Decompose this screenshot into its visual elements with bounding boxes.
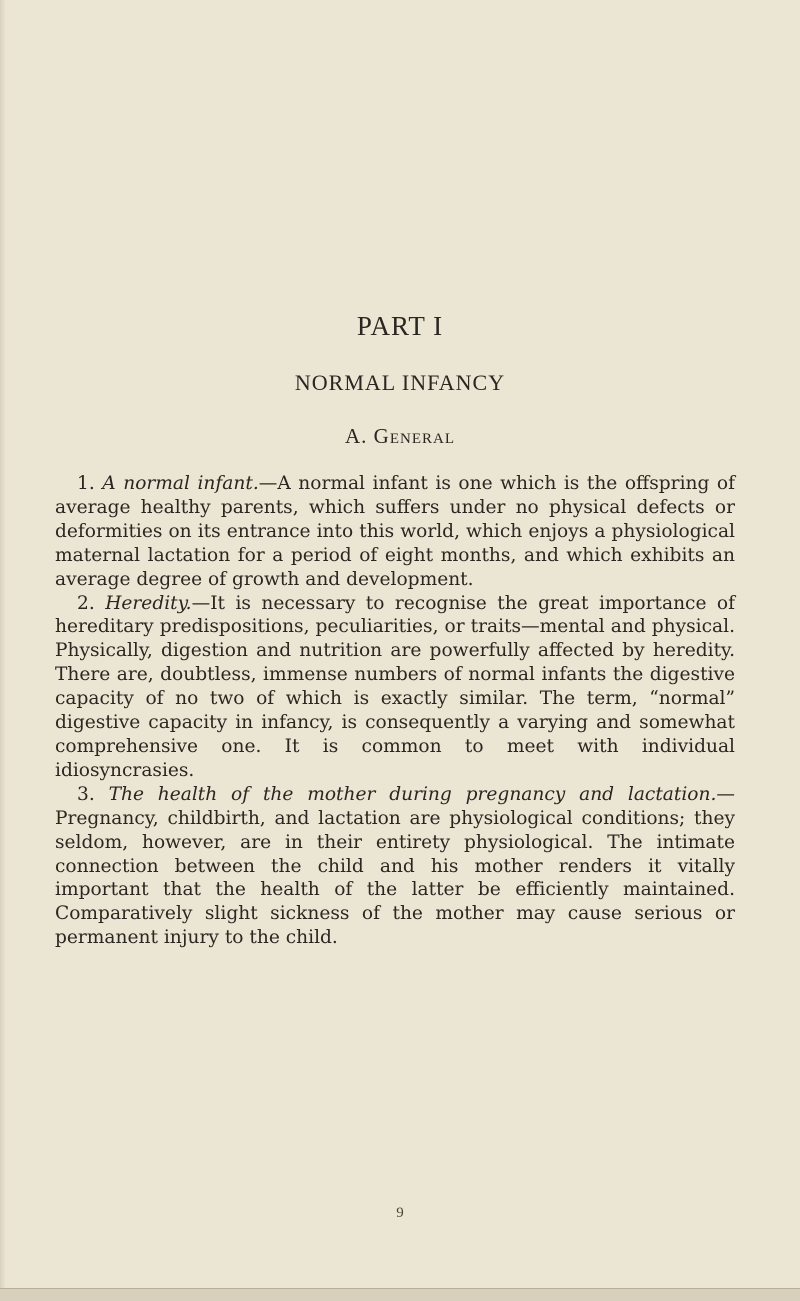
paragraph-2	[55, 592, 735, 783]
paragraph-number: 1.	[77, 473, 95, 494]
page-number: 9	[396, 1205, 404, 1221]
paragraph-text: —It is necessary to recognise the great importance of hereditary predispositions, peculiarities, or traits—mental and physical. Physically, digestion and nutrition are powerfully affected by heredity. There are, doubtless, immense numbers of normal infants the digestive capacity of no two of which is exactly similar. The term, “normal” digestive capacity in infancy, is consequently a varying and somewhat comprehensive one. It is common to meet with individual idiosyncrasies.	[55, 592, 735, 781]
page-gutter-shadow	[0, 0, 6, 1288]
chapter-title: NORMAL INFANCY	[294, 370, 506, 395]
paragraph-text: —A normal infant is one which is the offspring of average healthy parents, which suffers under no physical defects or deformities on its entrance into this world, which enjoys a physiological maternal lactation for a period of eight months, and which exhibits an average degree of growth and development.	[55, 473, 735, 590]
paragraph-heading: The health of the mother during pregnancy and lactation.	[108, 783, 717, 805]
paragraph-number: 3.	[77, 783, 95, 805]
paragraph-heading: A normal infant.	[102, 473, 259, 494]
paragraph-text: — Pregnancy, childbirth, and lactation are physiological conditions; they seldom, however, are in their entirety physiological. The intimate connection between the child and his mother renders it vitally important that the health of the latter be efficiently maintained. Comparatively slight sickness of the mother may cause serious or permanent injury to the child.	[55, 783, 735, 949]
paragraph-1	[55, 472, 735, 592]
page-bottom-edge	[0, 1288, 800, 1301]
paragraph-number: 2.	[77, 592, 95, 614]
body-text	[55, 472, 735, 950]
part-title: PART I	[356, 311, 444, 341]
paragraph-3	[55, 783, 735, 950]
section-title: A. General	[345, 424, 455, 448]
paragraph-heading: Heredity.	[105, 592, 192, 614]
